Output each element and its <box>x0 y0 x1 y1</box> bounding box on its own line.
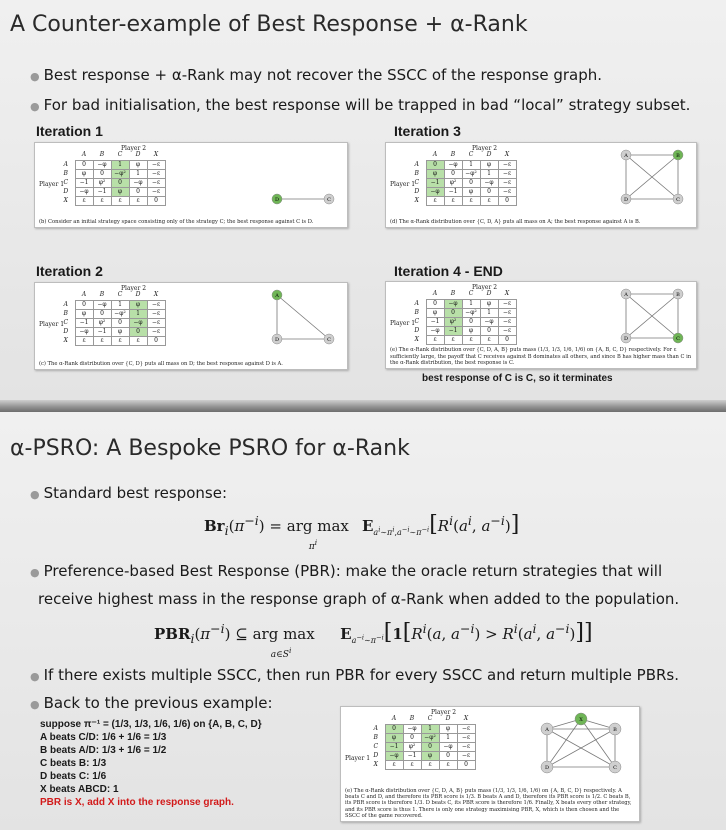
matrix-cell: −ε <box>147 300 165 309</box>
matrix-col-header: C <box>117 291 123 299</box>
panel-caption: (e) The α-Rank distribution over {C, D, A, B} puts mass (1/3, 1/3, 1/6, 1/6) on {A, B, C, D} respectively. A beats C and D, and therefore its PBR score is 1/3. B beats A and D, therefore its PBR score is 1/2. C beats B, its PBR score is therefore 1/3. D beats C, its PBR score is therefore 1/6. Finally, X beats every other strategy, and its PBR score is thus 1. There is only one strategy maximising PBR, X, which is then chosen and the SSCC of the game recovered. <box>345 787 632 819</box>
matrix-cell: 1 <box>129 309 147 318</box>
matrix-cell: 0 <box>129 187 147 196</box>
panel-caption: (b) Consider an initial strategy space consisting only of the strategy C; the best response against C is D. <box>39 218 314 225</box>
player2-label: Player 2 <box>472 145 498 152</box>
matrix-cell: −1 <box>426 178 444 187</box>
graph-node-label: C <box>676 197 680 203</box>
bullet-standard-br-text: Standard best response: <box>43 484 228 502</box>
matrix-col-header: A <box>391 715 397 723</box>
iteration-4-label: Iteration 4 - END <box>394 263 503 279</box>
matrix-cell: 0 <box>444 308 462 317</box>
payoff-matrix <box>57 151 166 206</box>
formula-pbr: $PBR_i(\pi^{-i})$ ⊆ arg $\max_{a\in S^i} E_{a^{-i}\sim\pi^{-i}}[1[R^i(a$, $a^{-i}) > R^i(a^i$, $a^{-i}$)]] <box>154 620 593 660</box>
matrix-cell: ε <box>439 760 457 769</box>
matrix-cell: 0 <box>421 742 439 751</box>
example-list <box>40 718 262 809</box>
matrix-cell: −ε <box>498 178 516 187</box>
matrix-cell: −1 <box>75 178 93 187</box>
matrix-col-header: X <box>504 290 510 298</box>
matrix-cell: −ε <box>498 169 516 178</box>
matrix-row-header: A <box>414 299 419 307</box>
matrix-cell: −1 <box>426 317 444 326</box>
matrix-cell: −φ² <box>111 309 129 318</box>
response-graph <box>612 147 692 211</box>
matrix-col-header: D <box>486 151 492 159</box>
example-line: D beats C: 1/6 <box>40 771 107 782</box>
response-graph <box>525 711 635 791</box>
matrix-cell: −φ <box>426 187 444 196</box>
matrix-cell: −1 <box>444 326 462 335</box>
response-graph <box>263 147 343 211</box>
panel-caption: (c) The α-Rank distribution over {C, D} puts all mass on D; the best response against D is A. <box>39 360 283 367</box>
example-line: X beats ABCD: 1 <box>40 784 119 795</box>
matrix-cell: φ <box>129 300 147 309</box>
bullet-2-text: For bad initialisation, the best response will be trapped in bad “local” strategy subset. <box>43 96 691 114</box>
panel-caption: (e) The α-Rank distribution over {C, D, A, B} puts mass (1/3, 1/3, 1/6, 1/6) on {A, B, C, D} respectively. For ε sufficiently large, the payoff that C receives against B dominates all others, and since B has higher mass than C in the α-Rank distribution, the best response is C. <box>390 347 692 366</box>
matrix-row-header: C <box>63 178 69 186</box>
matrix-cell: 1 <box>480 308 498 317</box>
matrix-row-header: B <box>414 308 419 316</box>
bullet-standard-br <box>30 484 227 502</box>
matrix-cell: ε <box>403 760 421 769</box>
matrix-cell: −φ <box>385 751 403 760</box>
matrix-cell: ε <box>462 196 480 205</box>
matrix-cell: 0 <box>129 327 147 336</box>
slide-alpha-psro <box>0 412 726 830</box>
matrix-cell: 0 <box>385 724 403 733</box>
player1-label: Player 1 <box>39 181 65 188</box>
matrix-cell: −1 <box>93 327 111 336</box>
bullet-1-text: Best response + α-Rank may not recover the SSCC of the response graph. <box>43 66 603 84</box>
matrix-cell: φ <box>111 327 129 336</box>
panel-iteration-4 <box>385 281 697 369</box>
matrix-cell: −ε <box>147 187 165 196</box>
matrix-cell: ε <box>93 336 111 345</box>
example-conclusion: PBR is X, add X into the response graph. <box>40 797 234 808</box>
graph-node-label: A <box>624 292 628 298</box>
matrix-cell: ε <box>462 335 480 344</box>
matrix-cell: 1 <box>129 169 147 178</box>
bullet-pbr-text-2: receive highest mass in the response graph of α-Rank when added to the population. <box>38 590 680 608</box>
matrix-cell: φ <box>111 187 129 196</box>
matrix-cell: φ² <box>403 742 421 751</box>
matrix-cell: φ² <box>93 178 111 187</box>
bullet-dot-icon: ● <box>30 70 40 83</box>
matrix-cell: 1 <box>462 299 480 308</box>
matrix-cell: 0 <box>480 187 498 196</box>
matrix-cell: ε <box>129 336 147 345</box>
matrix-cell: ε <box>480 196 498 205</box>
graph-node-label: D <box>274 337 280 343</box>
matrix-col-header: D <box>486 290 492 298</box>
response-graph <box>263 287 343 351</box>
bullet-pbr <box>30 562 662 580</box>
matrix-cell: 1 <box>480 169 498 178</box>
matrix-cell: φ <box>462 187 480 196</box>
example-line: C beats B: 1/3 <box>40 758 107 769</box>
matrix-row-header: A <box>373 724 378 732</box>
matrix-cell: 1 <box>439 733 457 742</box>
matrix-cell: φ² <box>444 317 462 326</box>
matrix-cell: −1 <box>385 742 403 751</box>
matrix-cell: ε <box>444 335 462 344</box>
matrix-cell: 0 <box>147 196 165 205</box>
matrix-col-header: C <box>468 290 474 298</box>
matrix-col-header: C <box>427 715 433 723</box>
example-line: suppose π⁻¹ = (1/3, 1/3, 1/6, 1/6) on {A, B, C, D} <box>40 719 262 730</box>
matrix-row-header: A <box>414 160 419 168</box>
matrix-cell: φ <box>480 299 498 308</box>
matrix-cell: −ε <box>147 318 165 327</box>
iteration-2-label: Iteration 2 <box>36 263 103 279</box>
graph-node-label: C <box>613 765 617 771</box>
graph-node-label: D <box>623 336 629 342</box>
graph-node-label: X <box>579 717 583 723</box>
matrix-row-header: B <box>373 733 378 741</box>
matrix-cell: 0 <box>75 300 93 309</box>
matrix-cell: 0 <box>111 178 129 187</box>
matrix-cell: −φ <box>426 326 444 335</box>
matrix-cell: −φ <box>93 160 111 169</box>
graph-edge <box>277 295 329 339</box>
player1-label: Player 1 <box>390 181 416 188</box>
matrix-cell: ε <box>111 196 129 205</box>
matrix-col-header: D <box>135 291 141 299</box>
matrix-cell: −ε <box>147 160 165 169</box>
graph-node-label: D <box>544 765 550 771</box>
matrix-cell: −φ <box>444 299 462 308</box>
graph-node-label: B <box>613 727 617 733</box>
slide-counterexample <box>0 0 726 400</box>
matrix-col-header: B <box>99 291 105 299</box>
panel-iteration-3 <box>385 142 697 228</box>
matrix-cell: −φ <box>75 327 93 336</box>
bullet-dot-icon: ● <box>30 670 40 683</box>
bullet-dot-icon: ● <box>30 566 40 579</box>
matrix-cell: −ε <box>498 187 516 196</box>
player2-label: Player 2 <box>121 145 147 152</box>
bullet-multiple-sscc-text: If there exists multiple SSCC, then run PBR for every SSCC and return multiple PBRs. <box>43 666 680 684</box>
matrix-cell: −φ <box>93 300 111 309</box>
matrix-cell: 1 <box>421 724 439 733</box>
player1-label: Player 1 <box>345 755 371 762</box>
matrix-row-header: C <box>373 742 379 750</box>
matrix-col-header: A <box>432 290 438 298</box>
matrix-cell: 0 <box>403 733 421 742</box>
matrix-row-header: X <box>373 760 378 768</box>
player2-label: Player 2 <box>121 285 147 292</box>
matrix-cell: −ε <box>147 169 165 178</box>
graph-node-label: C <box>327 197 331 203</box>
payoff-matrix <box>408 290 517 345</box>
matrix-cell: ε <box>93 196 111 205</box>
matrix-cell: −φ <box>129 318 147 327</box>
matrix-cell: −φ <box>439 742 457 751</box>
matrix-row-header: D <box>63 187 69 195</box>
bullet-dot-icon: ● <box>30 100 40 113</box>
matrix-row-header: D <box>373 751 379 759</box>
matrix-col-header: C <box>468 151 474 159</box>
matrix-cell: 0 <box>462 317 480 326</box>
matrix-cell: φ <box>439 724 457 733</box>
matrix-cell: 0 <box>147 336 165 345</box>
matrix-cell: 0 <box>480 326 498 335</box>
bullet-dot-icon: ● <box>30 488 40 501</box>
bullet-back-example-text: Back to the previous example: <box>43 694 273 712</box>
matrix-cell: 0 <box>426 160 444 169</box>
matrix-col-header: A <box>81 151 87 159</box>
example-line: A beats C/D: 1/6 + 1/6 = 1/3 <box>40 732 167 743</box>
matrix-cell: φ² <box>444 178 462 187</box>
graph-node-label: D <box>274 197 280 203</box>
graph-node-label: A <box>275 293 279 299</box>
matrix-cell: φ <box>480 160 498 169</box>
matrix-cell: −ε <box>457 724 475 733</box>
matrix-cell: −φ <box>444 160 462 169</box>
formula-best-response: $Br_i(\pi^{-i})$ = arg $\max_{\pi^i} E_{a^i\sim\pi^i,a^{-i}\sim\pi^{-i}}[R^i(a^i$, $a^{-i}$)] <box>204 512 520 552</box>
matrix-cell: ε <box>385 760 403 769</box>
matrix-cell: 0 <box>93 309 111 318</box>
matrix-row-header: B <box>63 169 68 177</box>
matrix-cell: 0 <box>498 196 516 205</box>
matrix-cell: −ε <box>147 178 165 187</box>
matrix-cell: −1 <box>403 751 421 760</box>
matrix-cell: −φ <box>403 724 421 733</box>
matrix-col-header: C <box>117 151 123 159</box>
panel-caption: (d) The α-Rank distribution over {C, D, A} puts all mass on A; the best response against A is B. <box>390 218 641 225</box>
matrix-cell: 0 <box>93 169 111 178</box>
matrix-cell: 0 <box>75 160 93 169</box>
matrix-cell: −ε <box>498 299 516 308</box>
bullet-pbr-text-1: Preference-based Best Response (PBR): make the oracle return strategies that will <box>43 562 663 580</box>
panel-pbr-example <box>340 706 640 822</box>
matrix-cell: 1 <box>111 160 129 169</box>
matrix-cell: −φ² <box>462 308 480 317</box>
matrix-row-header: D <box>63 327 69 335</box>
matrix-cell: φ² <box>93 318 111 327</box>
matrix-cell: ε <box>426 335 444 344</box>
matrix-cell: −ε <box>457 742 475 751</box>
matrix-row-header: X <box>63 336 68 344</box>
player1-label: Player 1 <box>39 321 65 328</box>
graph-node-label: B <box>676 292 680 298</box>
matrix-cell: −φ <box>75 187 93 196</box>
matrix-col-header: X <box>153 291 159 299</box>
matrix-row-header: X <box>63 196 68 204</box>
matrix-cell: −φ² <box>421 733 439 742</box>
matrix-cell: −ε <box>457 733 475 742</box>
graph-node-label: B <box>676 153 680 159</box>
matrix-cell: 1 <box>462 160 480 169</box>
matrix-cell: ε <box>75 336 93 345</box>
matrix-cell: 0 <box>426 299 444 308</box>
matrix-cell: −φ <box>480 178 498 187</box>
payoff-matrix <box>408 151 517 206</box>
slide2-title: α-PSRO: A Bespoke PSRO for α-Rank <box>10 436 410 461</box>
bullet-1 <box>30 66 602 84</box>
matrix-cell: ε <box>111 336 129 345</box>
matrix-row-header: D <box>414 187 420 195</box>
matrix-cell: 0 <box>498 335 516 344</box>
matrix-cell: −ε <box>457 751 475 760</box>
matrix-row-header: A <box>63 160 68 168</box>
matrix-cell: ε <box>75 196 93 205</box>
matrix-cell: 0 <box>439 751 457 760</box>
matrix-cell: 0 <box>444 169 462 178</box>
matrix-col-header: B <box>450 290 456 298</box>
matrix-col-header: X <box>463 715 469 723</box>
player2-label: Player 2 <box>472 284 498 291</box>
matrix-col-header: B <box>450 151 456 159</box>
bullet-back-example <box>30 694 273 712</box>
player1-label: Player 1 <box>390 320 416 327</box>
matrix-row-header: A <box>63 300 68 308</box>
graph-node-label: D <box>623 197 629 203</box>
slide1-title: A Counter-example of Best Response + α-Rank <box>10 12 528 37</box>
matrix-cell: ε <box>129 196 147 205</box>
matrix-row-header: D <box>414 326 420 334</box>
matrix-cell: 0 <box>111 318 129 327</box>
matrix-row-header: B <box>414 169 419 177</box>
matrix-row-header: X <box>414 196 419 204</box>
panel-iteration-2 <box>34 282 348 370</box>
example-line: B beats A/D: 1/3 + 1/6 = 1/2 <box>40 745 167 756</box>
matrix-cell: φ <box>421 751 439 760</box>
matrix-col-header: X <box>153 151 159 159</box>
graph-node-label: A <box>545 727 549 733</box>
matrix-cell: φ <box>75 169 93 178</box>
matrix-cell: φ <box>426 169 444 178</box>
matrix-cell: ε <box>444 196 462 205</box>
matrix-cell: −φ² <box>462 169 480 178</box>
matrix-cell: −φ² <box>111 169 129 178</box>
matrix-cell: −ε <box>498 317 516 326</box>
matrix-col-header: X <box>504 151 510 159</box>
matrix-cell: φ <box>385 733 403 742</box>
matrix-cell: −1 <box>93 187 111 196</box>
matrix-cell: −ε <box>498 160 516 169</box>
iteration-1-label: Iteration 1 <box>36 123 103 139</box>
bullet-dot-icon: ● <box>30 698 40 711</box>
bullet-multiple-sscc <box>30 666 679 684</box>
matrix-cell: 0 <box>462 178 480 187</box>
response-graph <box>612 286 692 350</box>
panel-iteration-1 <box>34 142 348 228</box>
matrix-row-header: X <box>414 335 419 343</box>
matrix-cell: φ <box>75 309 93 318</box>
matrix-col-header: A <box>432 151 438 159</box>
graph-node-label: C <box>327 337 331 343</box>
matrix-cell: ε <box>426 196 444 205</box>
matrix-cell: −ε <box>498 326 516 335</box>
matrix-cell: φ <box>462 326 480 335</box>
matrix-cell: −ε <box>498 308 516 317</box>
matrix-cell: −φ <box>480 317 498 326</box>
matrix-cell: 1 <box>111 300 129 309</box>
slide-separator <box>0 400 726 412</box>
matrix-row-header: C <box>414 317 420 325</box>
matrix-cell: φ <box>426 308 444 317</box>
matrix-col-header: D <box>445 715 451 723</box>
matrix-row-header: B <box>63 309 68 317</box>
graph-node-label: A <box>624 153 628 159</box>
player2-label: Player 2 <box>431 709 457 716</box>
matrix-cell: −ε <box>147 309 165 318</box>
matrix-col-header: D <box>135 151 141 159</box>
matrix-cell: −1 <box>444 187 462 196</box>
matrix-row-header: C <box>414 178 420 186</box>
matrix-cell: −1 <box>75 318 93 327</box>
matrix-col-header: B <box>99 151 105 159</box>
matrix-col-header: A <box>81 291 87 299</box>
bullet-2 <box>30 96 690 114</box>
matrix-cell: ε <box>480 335 498 344</box>
matrix-cell: ε <box>421 760 439 769</box>
matrix-cell: −φ <box>129 178 147 187</box>
payoff-matrix <box>57 291 166 346</box>
graph-node-label: C <box>676 336 680 342</box>
iteration-3-label: Iteration 3 <box>394 123 461 139</box>
end-note: best response of C is C, so it terminates <box>422 373 613 384</box>
matrix-col-header: B <box>409 715 415 723</box>
matrix-row-header: C <box>63 318 69 326</box>
payoff-matrix <box>367 715 476 770</box>
matrix-cell: 0 <box>457 760 475 769</box>
matrix-cell: −ε <box>147 327 165 336</box>
matrix-cell: φ <box>129 160 147 169</box>
